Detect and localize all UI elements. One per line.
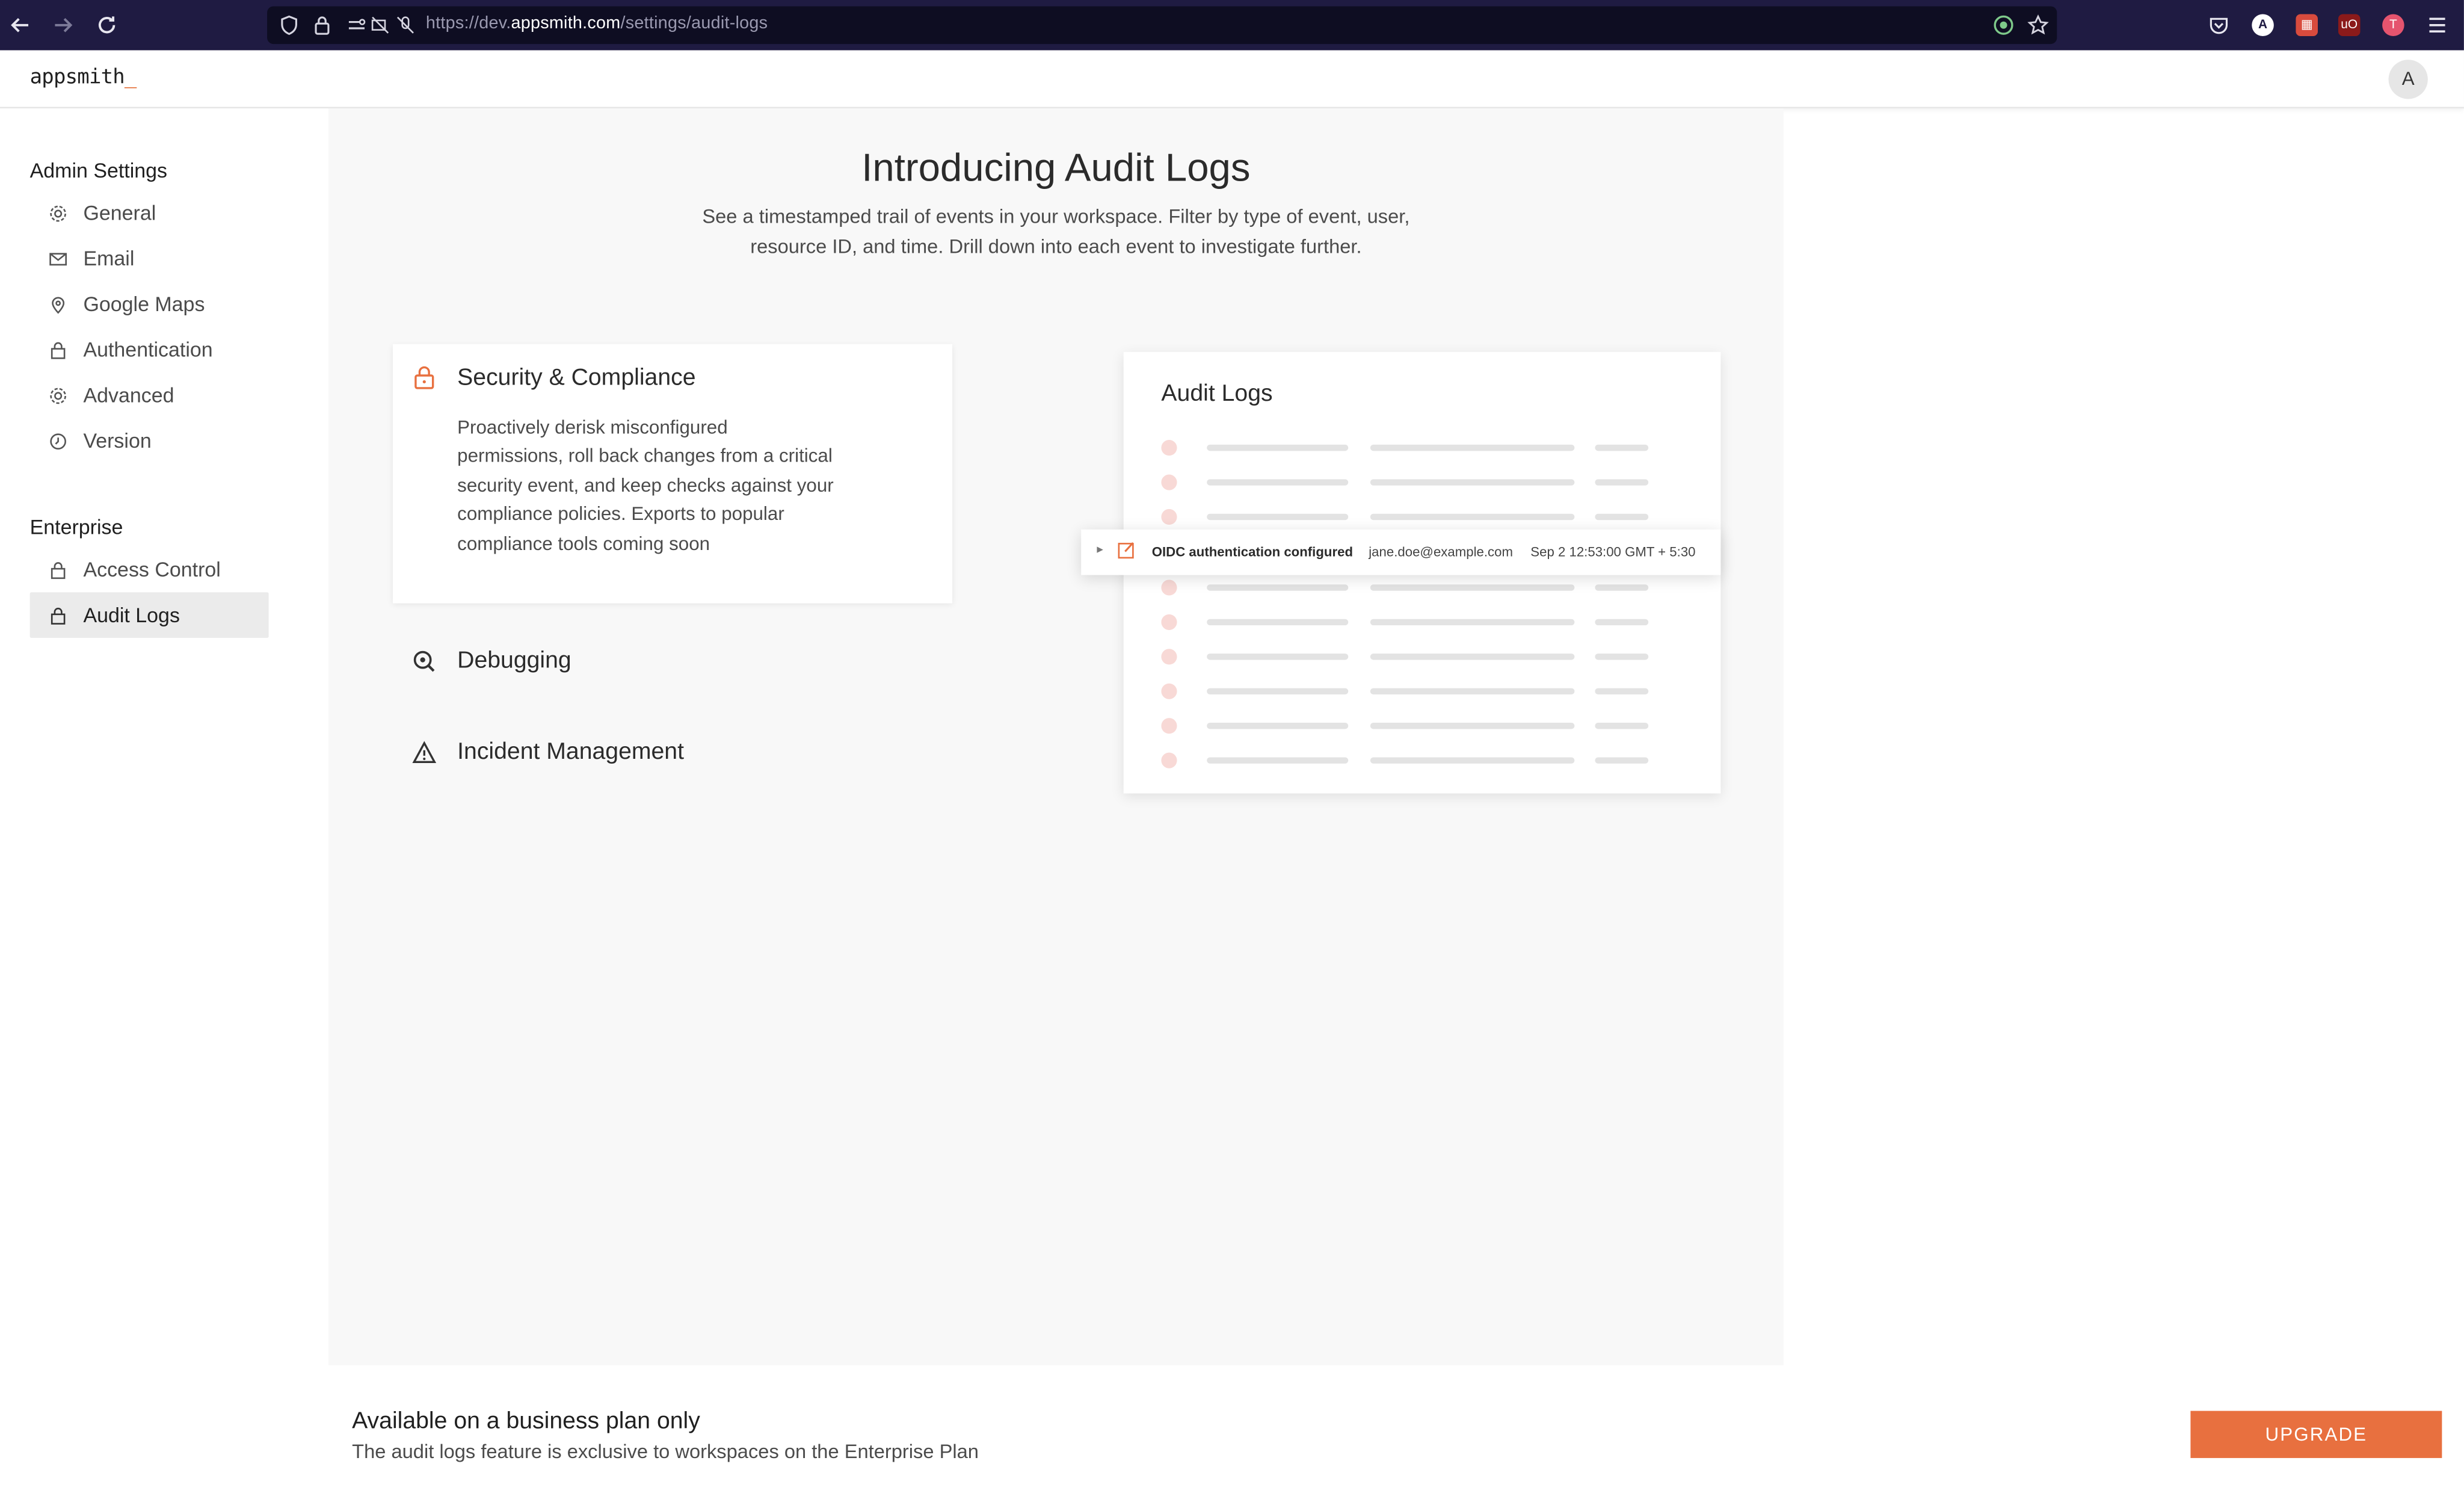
sidebar-item-label: Version: [83, 428, 152, 453]
lock-icon: [49, 340, 67, 359]
sidebar-item-google-maps[interactable]: [30, 281, 269, 327]
url-bar[interactable]: [267, 6, 2057, 44]
description-line: See a timestamped trail of events in your workspace. Filter by type of event, user,: [702, 206, 1410, 228]
extension-t-icon[interactable]: T: [2382, 14, 2404, 36]
feature-title: Security & Compliance: [457, 364, 696, 392]
browser-toolbar: [0, 0, 2464, 51]
sidebar-item-audit-logs[interactable]: [30, 592, 269, 638]
log-user: jane.doe@example.com: [1369, 543, 1514, 560]
sidebar-item-advanced[interactable]: [30, 372, 269, 418]
admin-settings-heading: Admin Settings: [29, 158, 168, 182]
placeholder-log-row: [1161, 684, 1680, 699]
sidebar-item-version[interactable]: [30, 418, 269, 463]
placeholder-log-row: [1161, 474, 1680, 490]
extension-grid-icon[interactable]: ▦: [2296, 14, 2318, 36]
highlighted-log-row: [1081, 530, 1720, 575]
sidebar-item-label: Access Control: [83, 557, 221, 582]
sidebar-item-label: Authentication: [83, 338, 213, 362]
clock-icon: [49, 431, 67, 450]
gear-icon: [49, 203, 67, 222]
main-content: [328, 108, 1784, 1365]
bookmark-star-icon[interactable]: [2027, 14, 2050, 36]
lock-icon: [411, 365, 437, 390]
lock-icon: [49, 606, 67, 625]
tracking-icon[interactable]: [1992, 14, 2015, 36]
sidebar-item-label: Advanced: [83, 383, 174, 407]
extension-a-icon[interactable]: A: [2252, 14, 2274, 36]
banner-subtitle: The audit logs feature is exclusive to workspaces on the Enterprise Plan: [352, 1441, 979, 1463]
mail-icon: [49, 249, 67, 268]
sidebar-item-authentication[interactable]: [30, 327, 269, 372]
feature-description: Proactively derisk misconfigured permissions, roll back changes from a critical security event, and keep checks against your compliance policies. Exports to popular compliance tools coming soon: [457, 416, 834, 554]
back-icon[interactable]: [8, 13, 33, 38]
camera-off-icon[interactable]: [369, 14, 392, 36]
reload-icon[interactable]: [94, 13, 120, 38]
placeholder-log-row: [1161, 509, 1680, 525]
search-debug-icon: [411, 649, 437, 674]
url-text[interactable]: https://dev.appsmith.com/settings/audit-logs: [425, 14, 768, 33]
menu-icon[interactable]: [2425, 13, 2450, 38]
sidebar-item-label: General: [83, 201, 156, 225]
sidebar-item-access-control[interactable]: [30, 547, 269, 593]
placeholder-log-row: [1161, 614, 1680, 630]
enterprise-heading: Enterprise: [29, 515, 123, 539]
avatar[interactable]: A: [2389, 60, 2428, 99]
page-description: [690, 203, 1422, 261]
sidebar-item-general[interactable]: [30, 190, 269, 236]
log-timestamp: Sep 2 12:53:00 GMT + 5:30: [1530, 543, 1696, 560]
upgrade-button[interactable]: UPGRADE: [2190, 1411, 2442, 1458]
ublock-icon[interactable]: uO: [2338, 14, 2361, 36]
appsmith-logo[interactable]: appsmith_: [29, 66, 137, 90]
mic-off-icon[interactable]: [395, 14, 417, 36]
log-event-name: OIDC authentication configured: [1151, 543, 1354, 560]
map-pin-icon: [49, 295, 67, 314]
page-title: Introducing Audit Logs: [861, 146, 1251, 190]
lock-icon: [49, 560, 67, 579]
sidebar-item-label: Email: [83, 246, 135, 271]
permissions-icon[interactable]: [346, 14, 368, 36]
app-header: [0, 51, 2464, 109]
forward-icon[interactable]: [51, 13, 76, 38]
warning-icon: [411, 740, 437, 765]
preview-title: Audit Logs: [1161, 380, 1273, 407]
banner-title: Available on a business plan only: [352, 1408, 700, 1435]
chevron-right-icon: ▸: [1097, 542, 1103, 557]
feature-security-compliance[interactable]: [393, 344, 952, 604]
edit-icon: [1117, 540, 1136, 563]
lock-icon[interactable]: [311, 14, 333, 36]
pocket-icon[interactable]: [2208, 14, 2230, 36]
sidebar: [0, 108, 328, 1502]
placeholder-log-row: [1161, 649, 1680, 664]
sidebar-item-label: Audit Logs: [83, 603, 180, 627]
placeholder-log-row: [1161, 753, 1680, 768]
gear-icon: [49, 386, 67, 404]
sidebar-item-email[interactable]: [30, 236, 269, 282]
placeholder-log-row: [1161, 579, 1680, 595]
description-line: resource ID, and time. Drill down into each event to investigate further.: [750, 235, 1362, 257]
sidebar-item-label: Google Maps: [83, 292, 205, 316]
placeholder-log-row: [1161, 718, 1680, 734]
feature-incident-management[interactable]: Incident Management: [457, 738, 685, 765]
placeholder-log-row: [1161, 440, 1680, 456]
feature-debugging[interactable]: Debugging: [457, 647, 571, 675]
upgrade-banner: [328, 1365, 2464, 1502]
shield-icon[interactable]: [278, 14, 300, 36]
